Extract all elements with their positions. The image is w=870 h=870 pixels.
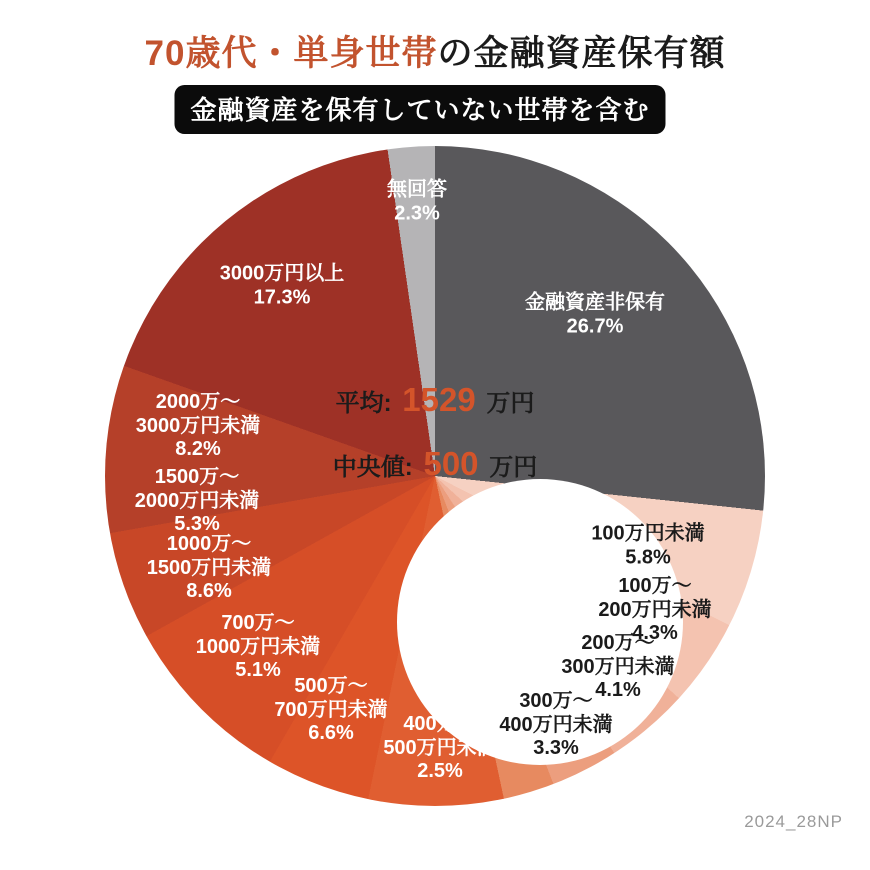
segment-label: 300万〜 400万円未満 3.3%	[499, 689, 613, 759]
mean-stat	[275, 381, 595, 419]
median-unit: 万円	[489, 454, 538, 481]
mean-value: 1529	[402, 381, 476, 418]
page-title	[0, 26, 870, 76]
page-title-highlight: 70歳代・単身世帯	[144, 34, 438, 73]
segment-label: 1500万〜 2000万円未満 5.3%	[134, 465, 260, 535]
page-title-rest: の金融資産保有額	[437, 34, 726, 73]
mean-label: 平均:	[335, 390, 392, 417]
segment-label: 400万〜 500万円未満 2.5%	[383, 712, 497, 782]
median-label: 中央値:	[332, 454, 413, 481]
segment-label: 1000万〜 1500万円未満 8.6%	[146, 532, 272, 602]
segment-label: 2000万〜 3000万円未満 8.2%	[135, 390, 261, 460]
median-value: 500	[423, 445, 479, 482]
segment-label: 200万〜 300万円未満 4.1%	[561, 631, 675, 701]
mean-unit: 万円	[486, 390, 535, 417]
segment-label: 500万〜 700万円未満 6.6%	[274, 674, 388, 744]
watermark: 2024_28NP	[744, 812, 843, 831]
segment-label: 3000万円以上 17.3%	[219, 262, 345, 308]
segment-label: 金融資産非保有 26.7%	[525, 291, 665, 337]
segment-label: 100万〜 200万円未満 4.3%	[598, 574, 712, 644]
subtitle-badge: 金融資産を保有していない世帯を含む	[174, 85, 665, 134]
segment-label: 700万〜 1000万円未満 5.1%	[195, 611, 321, 681]
segment-label: 無回答 2.3%	[387, 178, 447, 224]
median-stat	[275, 445, 595, 483]
segment-label: 100万円未満 5.8%	[591, 522, 705, 568]
center-stats	[275, 381, 595, 483]
